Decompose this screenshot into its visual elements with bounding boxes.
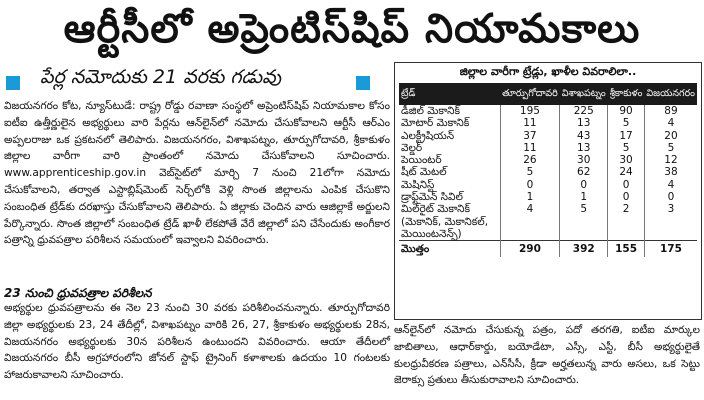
table-row — [399, 142, 697, 154]
district-table-box — [394, 62, 702, 320]
total-label: మొత్తం — [399, 241, 500, 258]
value-cell — [608, 216, 645, 228]
value-cell: 17 — [608, 130, 645, 142]
total-value: 175 — [644, 241, 697, 258]
district-table — [399, 83, 697, 257]
trade-cell: షీట్ మెటల్ — [401, 166, 447, 179]
value-cell — [560, 228, 608, 241]
value-cell: 3 — [644, 203, 697, 215]
article-body — [4, 98, 390, 249]
body-paragraph: విజయనగరం కోట, న్యూస్‌టుడే: రాష్ట్ర రోడ్డు రవాణా సంస్థలో అప్రెంటిస్‌షిప్ నియామకాల కోసం ఐటీఐ ఉత్తీర్ణులైన అభ్యర్థులు వారి పేర్లను ఆన్‌లైన్‌లో నమోదు చేసుకోవాలని ఆర్టీసీ ఆర్‌ఎం అప్పలరాజు ఒక ప్రకటనలో తెలిపారు. విజయనగరం, విశాఖపట్నం, తూర్పుగోదావరి, శ్రీకాకుళం జిల్లాల వారీగా వారి ప్రాంతంలో నమోదు చేసుకోవాలని సూచించారు. www.apprenticeship.gov.in వెబ్‌సైట్‌లో మార్చి 7 నుంచి 21లోగా నమోదు చేసుకోవాలని, తర్వాత ఎస్టాబ్లిష్‌మెంట్ సెర్చ్‌లోకి వెళ్లి సొంత జిల్లాలను ఎంపిక చేసుకొని సంబంధిత ట్రేడ్‌కు దరఖాస్తు చేసుకోవాలని తెలిపారు. ఏ జిల్లాకు చెందిన వారు ఆజిల్లాకే అర్జులని పేర్కొన్నారు. సొంత జిల్లాలో సంబంధిత ట్రేడ్ ఖాళీ లేకపోతే వేరే జిల్లాలో పని చేసేందుకు అంగీకార పత్రాన్ని ధ్రువపత్రాల పరిశీలన సమయంలో ఇవ్వాలని వివరించారు. — [4, 100, 390, 247]
value-cell: 0 — [608, 179, 645, 191]
headline: ఆర్టీసీలో అప్రెంటిస్‌షిప్ నియామకాలు — [63, 6, 641, 52]
value-cell: 4 — [500, 203, 560, 215]
value-cell: 20 — [644, 130, 697, 142]
value-cell — [560, 216, 608, 228]
table-row — [399, 117, 697, 129]
section-paragraph: అభ్యర్థుల ధ్రువపత్రాలను ఈ నెల 23 నుంచి 30 వరకు పరిశీలించనున్నారు. తూర్పుగోదావరి జిల్లా అభ్యర్థులకు 23, 24 తేదీల్లో, విశాఖపట్నం వారికి 26, 27, శ్రీకాకుళం అభ్యర్థులకు 28న, విజయనగరం అభ్యర్థులకు 30న పరిశీలన ఉంటుందని వివరించారు. ఆయా తేదీలలో విజయనగరం బీసీ అగ్రహారంలోని జోనల్ స్టాఫ్ ట్రైనింగ్ కళాశాలకు ఉదయం 10 గంటలకు హాజరుకావాలని సూచించారు. — [4, 302, 390, 382]
subheadline: పేర్ల నమోదుకు 21 వరకు గడువు — [40, 66, 282, 88]
table-caption: జిల్లాల వారీగా ట్రేడ్లు, ఖాళీల వివరాలిలా.. — [459, 65, 637, 78]
blue-square-icon — [6, 76, 20, 90]
table-row — [399, 105, 697, 117]
trade-cell: వెల్డర్ — [401, 141, 423, 154]
value-cell: 0 — [560, 179, 608, 191]
value-cell: 4 — [644, 117, 697, 129]
trade-cell: డ్రాఫ్ట్‌మెన్ సివిల్ — [401, 191, 463, 204]
value-cell: 89 — [644, 105, 697, 117]
value-cell: 38 — [644, 166, 697, 178]
header-trade: ట్రేడ్ — [399, 83, 500, 105]
trade-cell: (మెకానిక్, మెకానికల్, — [401, 215, 489, 228]
subheadline-bar — [0, 62, 400, 98]
value-cell: 5 — [608, 117, 645, 129]
trade-cell: డీజిల్ మెకానిక్ — [401, 105, 460, 117]
value-cell: 26 — [500, 154, 560, 166]
value-cell: 195 — [500, 105, 560, 117]
value-cell — [500, 228, 560, 241]
blue-square-icon — [356, 76, 370, 90]
value-cell — [644, 228, 697, 241]
value-cell: 62 — [560, 166, 608, 178]
table-row — [399, 191, 697, 203]
value-cell: 5 — [560, 203, 608, 215]
header-col: తూర్పుగోదావరి — [500, 83, 560, 105]
trade-cell: మోటార్ మెకానిక్ — [401, 117, 470, 130]
value-cell: 4 — [644, 179, 697, 191]
table-row — [399, 216, 697, 228]
trade-cell: మిల్‌రైట్ మెకానిక్ — [401, 203, 470, 216]
table-row — [399, 130, 697, 142]
total-value: 155 — [608, 241, 645, 258]
table-row — [399, 154, 697, 166]
section-heading: 23 నుంచి ధ్రువపత్రాల పరిశీలన — [4, 286, 152, 300]
header-col: విశాఖపట్నం — [560, 83, 608, 105]
value-cell — [500, 216, 560, 228]
table-row — [399, 179, 697, 191]
value-cell: 30 — [608, 154, 645, 166]
value-cell: 5 — [500, 166, 560, 178]
value-cell — [608, 228, 645, 241]
table-row — [399, 228, 697, 241]
value-cell: 5 — [644, 142, 697, 154]
value-cell: 90 — [608, 105, 645, 117]
value-cell: 5 — [608, 142, 645, 154]
table-header-row — [399, 83, 697, 105]
value-cell: 0 — [644, 191, 697, 203]
trade-cell: ఎలక్ట్రీషియన్ — [401, 129, 455, 142]
value-cell: 13 — [560, 117, 608, 129]
value-cell: 24 — [608, 166, 645, 178]
value-cell — [644, 216, 697, 228]
header-col: శ్రీకాకుళం — [608, 83, 645, 105]
continuation-paragraph: ఆన్‌లైన్‌లో నమోదు చేసుకున్న పత్రం, పదో తరగతి, ఐటీఐ మార్కుల జాబితాలు, ఆధార్‌కార్డు, బయోడేటా, ఎస్సీ, ఎస్టీ, బీసీ అభ్యర్థులైతే కులధ్రువీకరణ పత్రాలు, ఎన్‌సీసీ, క్రీడా అర్హతలున్న వారు అసలు, ఒక సెట్టు జెరాక్సు ప్రతులు తీసుకురావాలని సూచించారు. — [394, 324, 700, 387]
value-cell: 12 — [644, 154, 697, 166]
value-cell: 2 — [608, 203, 645, 215]
total-value: 392 — [560, 241, 608, 258]
value-cell: 0 — [608, 191, 645, 203]
header-col: విజయనగరం — [644, 83, 697, 105]
value-cell: 225 — [560, 105, 608, 117]
table-total-row — [399, 241, 697, 258]
table-row — [399, 203, 697, 215]
value-cell: 0 — [500, 179, 560, 191]
value-cell: 30 — [560, 154, 608, 166]
trade-cell: పెయింటర్ — [401, 154, 442, 167]
value-cell: 43 — [560, 130, 608, 142]
value-cell: 1 — [500, 191, 560, 203]
value-cell: 11 — [500, 117, 560, 129]
value-cell: 11 — [500, 142, 560, 154]
value-cell: 1 — [560, 191, 608, 203]
trade-cell: మెషినిస్ట్ — [401, 178, 435, 191]
value-cell: 13 — [560, 142, 608, 154]
trade-cell: మెయింటనెన్స్) — [401, 227, 462, 240]
total-value: 290 — [500, 241, 560, 258]
table-row — [399, 166, 697, 178]
value-cell: 37 — [500, 130, 560, 142]
